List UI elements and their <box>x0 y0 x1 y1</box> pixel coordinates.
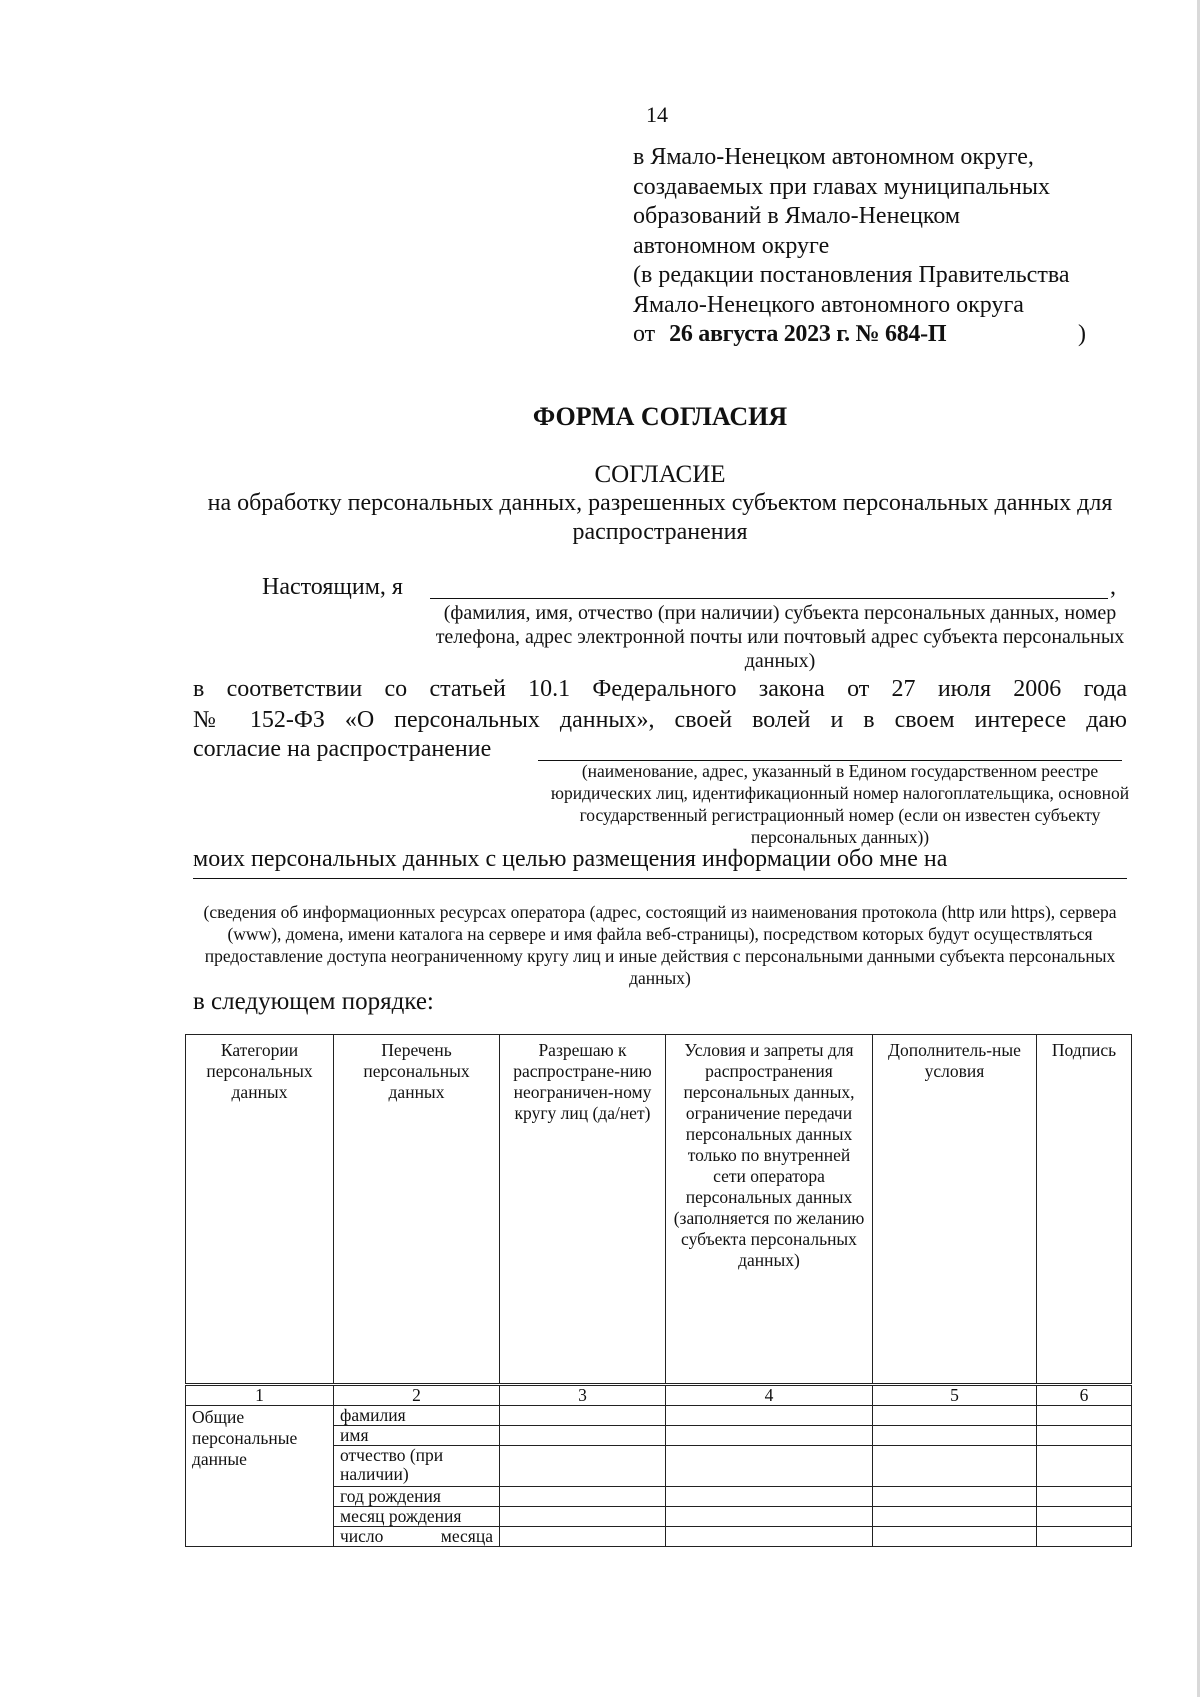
header-line: в Ямало-Ненецком автономном округе, <box>633 144 1034 170</box>
table-header-cell: Условия и запреты для распространения персональных данных, ограничение передачи персональных данных только по внутренней сети оператора персональных данных (заполняется по желанию субъекта персональных данных) <box>666 1035 873 1385</box>
body-line: в соответствии со статьей 10.1 Федерального закона от 27 июля 2006 года <box>193 676 1127 702</box>
additional-cell[interactable] <box>873 1527 1037 1547</box>
column-number: 5 <box>873 1385 1037 1406</box>
header-date-value: 26 августа 2023 г. № 684-П <box>669 321 947 347</box>
consent-cell[interactable] <box>500 1507 666 1527</box>
consent-cell[interactable] <box>500 1406 666 1426</box>
conditions-cell[interactable] <box>666 1426 873 1446</box>
conditions-cell[interactable] <box>666 1527 873 1547</box>
note-operator: (наименование, адрес, указанный в Едином государственном реестре юридических лиц, идентификационный номер налогоплательщика, основной государственный регистрационный номер (если он известен субъекту персональных данных)) <box>550 761 1130 847</box>
signature-cell[interactable] <box>1037 1446 1132 1487</box>
category-cell: Общие персональные данные <box>186 1406 334 1547</box>
body-line: согласие на распространение <box>193 736 492 762</box>
table-header-cell: Перечень персональных данных <box>334 1035 500 1385</box>
additional-cell[interactable] <box>873 1507 1037 1527</box>
header-line: Ямало-Ненецкого автономного округа <box>633 291 1024 318</box>
item-cell: имя <box>334 1426 500 1446</box>
signature-cell[interactable] <box>1037 1406 1132 1426</box>
conditions-cell[interactable] <box>666 1406 873 1426</box>
item-cell-part: месяца <box>440 1526 493 1546</box>
consent-cell[interactable] <box>500 1446 666 1487</box>
item-cell: год рождения <box>334 1487 500 1507</box>
signature-cell[interactable] <box>1037 1527 1132 1547</box>
table-header-row <box>186 1035 1132 1385</box>
signature-cell[interactable] <box>1037 1487 1132 1507</box>
item-cell: отчество (при наличии) <box>334 1446 500 1487</box>
item-cell-split <box>340 1527 493 1546</box>
additional-cell[interactable] <box>873 1446 1037 1487</box>
header-line: создаваемых при главах муниципальных <box>633 173 1050 200</box>
header-line: автономном округе <box>633 232 830 259</box>
additional-cell[interactable] <box>873 1406 1037 1426</box>
item-cell: месяц рождения <box>334 1507 500 1527</box>
consent-cell[interactable] <box>500 1487 666 1507</box>
consent-table <box>185 1034 1132 1547</box>
consent-cell[interactable] <box>500 1527 666 1547</box>
intro-label: Настоящим, я <box>262 574 403 600</box>
note-resources: (сведения об информационных ресурсах оператора (адрес, состоящий из наименования протокола (http или https), сервера (www), домена, имени каталога на сервере и имя файла веб-страницы), посредством которых будут осуществляться предоставление доступа неограниченному кругу лиц и иные действия с персональными данными субъекта персональных данных) <box>203 902 1117 988</box>
header-line: (в редакции постановления Правительства <box>633 262 1070 288</box>
body-paragraph <box>193 674 1127 736</box>
subtitle: на обработку персональных данных, разрешенных субъектом персональных данных для распространения <box>207 490 1113 545</box>
header-date-prefix: от <box>633 321 656 347</box>
main-title: СОГЛАСИЕ <box>594 461 726 488</box>
form-title: ФОРМА СОГЛАСИЯ <box>532 402 788 431</box>
order-line: в следующем порядке: <box>193 988 434 1015</box>
note-subject: (фамилия, имя, отчество (при наличии) субъекта персональных данных, номер телефона, адрес электронной почты или почтовый адрес субъекта персональных данных) <box>435 602 1125 672</box>
column-number: 4 <box>666 1385 873 1406</box>
page-number: 14 <box>646 102 668 127</box>
table-number-row <box>186 1385 1132 1406</box>
item-cell: фамилия <box>334 1406 500 1426</box>
subject-fill-line <box>430 574 1108 599</box>
additional-cell[interactable] <box>873 1426 1037 1446</box>
signature-cell[interactable] <box>1037 1507 1132 1527</box>
conditions-cell[interactable] <box>666 1446 873 1487</box>
intro-comma: , <box>1110 574 1116 600</box>
column-number: 6 <box>1037 1385 1132 1406</box>
table-header-cell: Категории персональных данных <box>186 1035 334 1385</box>
column-number: 2 <box>334 1385 500 1406</box>
table-header-cell: Дополнитель-ные условия <box>873 1035 1037 1385</box>
purpose-line: моих персональных данных с целью размещения информации обо мне на <box>193 846 948 872</box>
header-date-close: ) <box>1078 321 1086 347</box>
header-date-line <box>633 320 1153 350</box>
item-cell-part: число <box>340 1526 384 1546</box>
table-header-cell: Подпись <box>1037 1035 1132 1385</box>
table-header-cell: Разрешаю к распростране-нию неограничен-ному кругу лиц (да/нет) <box>500 1035 666 1385</box>
consent-cell[interactable] <box>500 1426 666 1446</box>
conditions-cell[interactable] <box>666 1487 873 1507</box>
conditions-cell[interactable] <box>666 1507 873 1527</box>
resources-fill-line <box>193 878 1127 879</box>
operator-fill-line <box>538 736 1122 761</box>
column-number: 3 <box>500 1385 666 1406</box>
additional-cell[interactable] <box>873 1487 1037 1507</box>
header-line: образований в Ямало-Ненецком <box>633 203 961 229</box>
column-number: 1 <box>186 1385 334 1406</box>
signature-cell[interactable] <box>1037 1426 1132 1446</box>
body-line: № 152-ФЗ «О персональных данных», своей волей и в своем интересе даю <box>193 707 1127 733</box>
item-cell <box>334 1527 500 1547</box>
header-block <box>633 143 1153 350</box>
table-row <box>186 1406 1132 1426</box>
